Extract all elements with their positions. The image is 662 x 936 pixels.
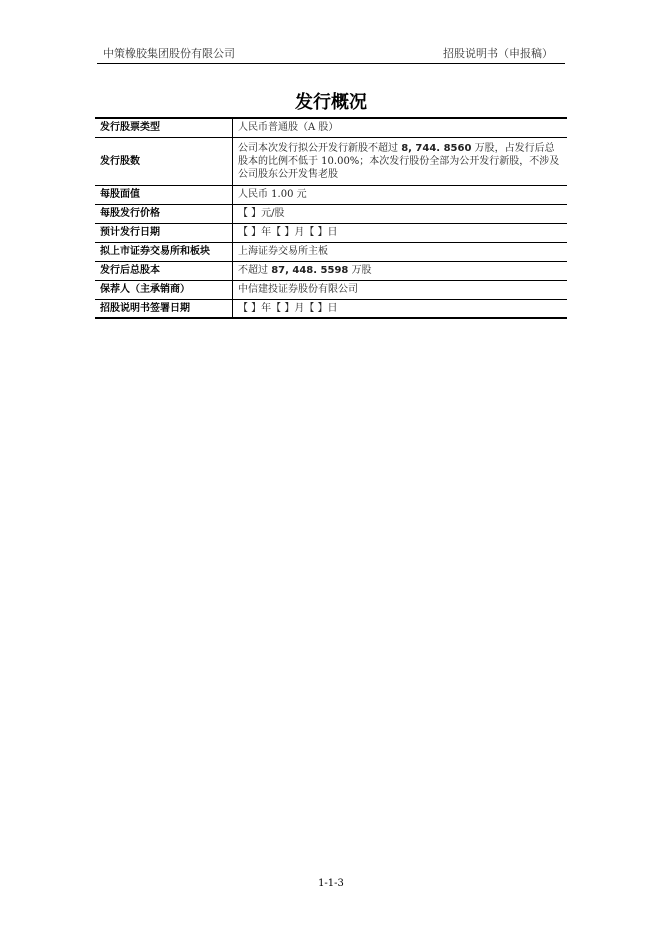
- header-divider: [97, 63, 565, 64]
- row-value: 【 】年【 】月【 】日: [233, 223, 568, 242]
- row-value: [233, 137, 568, 185]
- table-row: [95, 204, 567, 223]
- row-value: 上海证券交易所主板: [233, 242, 568, 261]
- table-row: [95, 185, 567, 204]
- value-number: 8, 744. 8560: [401, 142, 472, 154]
- row-label: 发行股票类型: [95, 118, 233, 137]
- row-value: 【 】年【 】月【 】日: [233, 299, 568, 318]
- table-row: [95, 299, 567, 318]
- row-value: 中信建投证券股份有限公司: [233, 280, 568, 299]
- row-label: 拟上市证券交易所和板块: [95, 242, 233, 261]
- row-label: 招股说明书签署日期: [95, 299, 233, 318]
- value-text: 万股，占发行后总股本的比例不低于 10.00%；本次发行股份全部为公开发行新股，不涉及公司股东公开发售老股: [238, 142, 560, 180]
- row-label: 每股发行价格: [95, 204, 233, 223]
- row-value: [233, 261, 568, 280]
- offering-overview-table: [95, 117, 567, 319]
- value-number: 87, 448. 5598: [271, 265, 349, 276]
- value-text: 公司本次发行拟公开发行新股不超过: [238, 142, 402, 154]
- table-row: [95, 137, 567, 185]
- row-label: 每股面值: [95, 185, 233, 204]
- table-row: [95, 118, 567, 137]
- row-value: 人民币 1.00 元: [233, 185, 568, 204]
- value-text: 万股: [348, 265, 372, 276]
- row-label: 保荐人（主承销商）: [95, 280, 233, 299]
- page-header: [97, 42, 565, 60]
- page-title: 发行概况: [295, 92, 367, 113]
- value-text: 不超过: [238, 265, 272, 276]
- company-name: 中策橡胶集团股份有限公司: [103, 47, 235, 60]
- table-row: [95, 261, 567, 280]
- row-value: 【 】元/股: [233, 204, 568, 223]
- row-label: 预计发行日期: [95, 223, 233, 242]
- document-name: 招股说明书（申报稿）: [443, 47, 553, 60]
- page-number: 1-1-3: [318, 878, 344, 889]
- table-row: [95, 242, 567, 261]
- table-row: [95, 280, 567, 299]
- row-label: 发行股数: [95, 137, 233, 185]
- row-value: 人民币普通股（A 股）: [233, 118, 568, 137]
- row-label: 发行后总股本: [95, 261, 233, 280]
- table-row: [95, 223, 567, 242]
